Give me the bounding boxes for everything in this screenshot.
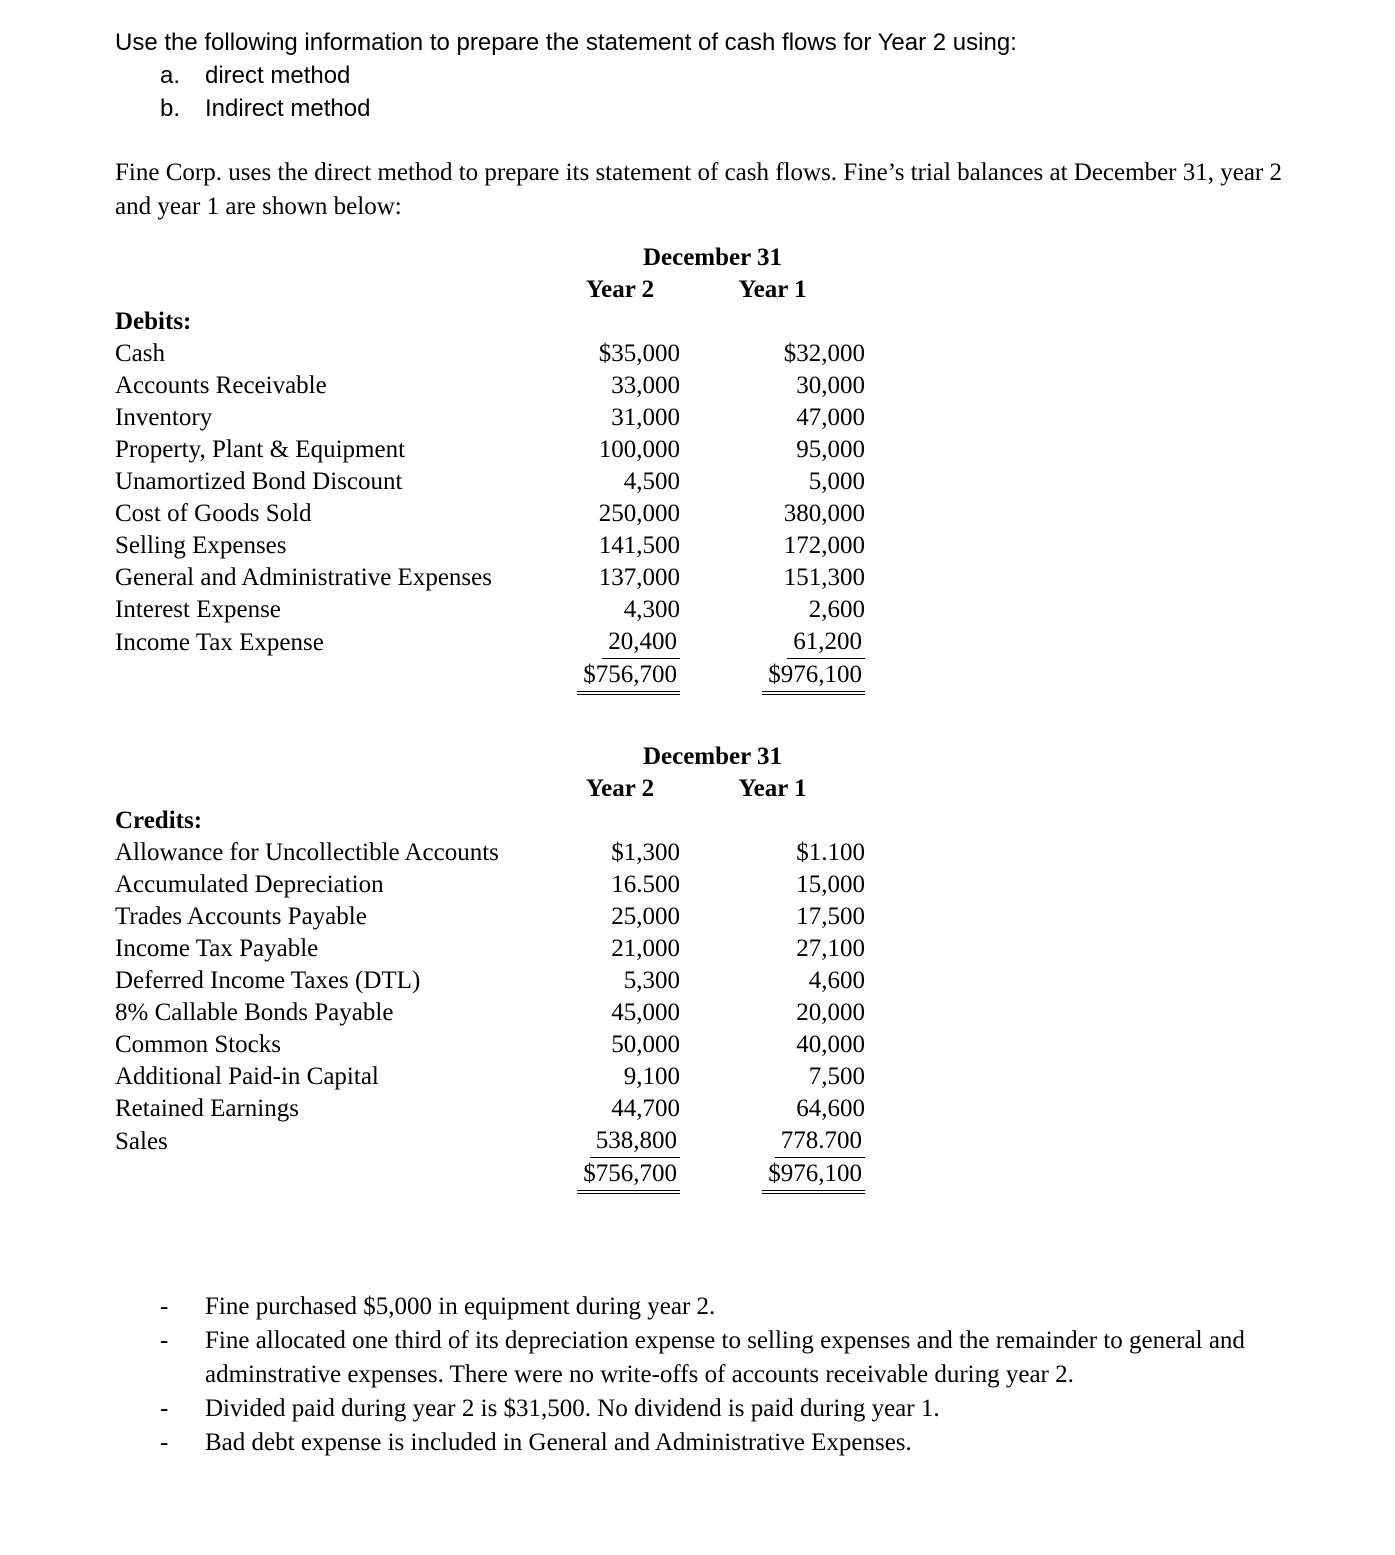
table-row <box>115 1093 865 1125</box>
section-label: Debits: <box>115 308 192 335</box>
year2-header: Year 2 <box>585 276 655 303</box>
row-year1-value: 95,000 <box>796 436 865 463</box>
item-marker: b. <box>160 95 181 122</box>
row-year1-value: 380,000 <box>783 500 865 527</box>
table-row <box>115 997 865 1029</box>
row-label: General and Administrative Expenses <box>115 564 492 591</box>
note-text: Bad debt expense is included in General and Administrative Expenses. <box>205 1429 912 1456</box>
row-year2-value: 45,000 <box>611 999 680 1026</box>
row-year1-value: 15,000 <box>796 871 865 898</box>
row-year1-value: 17,500 <box>796 903 865 930</box>
table-row <box>115 1125 865 1158</box>
date-header: December 31 <box>642 743 783 770</box>
row-year2-value: 44,700 <box>611 1095 680 1122</box>
row-year1-value: 151,300 <box>783 564 865 591</box>
row-year1-value: 30,000 <box>796 372 865 399</box>
row-year1-value: 20,000 <box>796 999 865 1026</box>
list-item-b <box>115 92 1295 125</box>
row-label: Allowance for Uncollectible Accounts <box>115 839 499 866</box>
row-year2-value: 50,000 <box>611 1031 680 1058</box>
row-year1-value: 40,000 <box>796 1031 865 1058</box>
row-year2-value: 4,500 <box>623 468 680 495</box>
dash-marker: - <box>160 1395 169 1422</box>
table-row <box>115 530 865 562</box>
item-text: Indirect method <box>205 95 371 122</box>
section-row <box>115 805 865 837</box>
dash-marker: - <box>160 1429 169 1456</box>
row-label: Unamortized Bond Discount <box>115 468 403 495</box>
table-row <box>115 370 865 402</box>
section-label: Credits: <box>115 807 203 834</box>
total-year2: $756,700 <box>560 1158 680 1194</box>
row-year2-value: 141,500 <box>598 532 680 559</box>
row-label: Accumulated Depreciation <box>115 871 384 898</box>
year1-header: Year 1 <box>738 775 807 802</box>
dash-marker: - <box>160 1327 169 1354</box>
date-header: December 31 <box>642 244 783 271</box>
row-label: Deferred Income Taxes (DTL) <box>115 967 421 994</box>
row-year1-value: 5,000 <box>808 468 865 495</box>
intro-paragraph: Fine Corp. uses the direct method to prepare its statement of cash flows. Fine’s trial balances at December 31, year 2 and year 1 are shown below: <box>115 159 1283 220</box>
total-row <box>115 1158 865 1194</box>
table-row <box>115 626 865 659</box>
row-year2-value: 21,000 <box>611 935 680 962</box>
row-label: Additional Paid-in Capital <box>115 1063 379 1090</box>
row-label: Retained Earnings <box>115 1095 299 1122</box>
trial-balance-table <box>115 242 865 695</box>
table-row <box>115 466 865 498</box>
date-header-row <box>115 242 865 274</box>
row-year2-value: 4,300 <box>623 596 680 623</box>
table-row <box>115 562 865 594</box>
note-item <box>115 1324 1295 1392</box>
table-row <box>115 1029 865 1061</box>
row-year2-value: 137,000 <box>598 564 680 591</box>
row-year2-value: 33,000 <box>611 372 680 399</box>
row-label: Accounts Receivable <box>115 372 327 399</box>
row-label: Common Stocks <box>115 1031 281 1058</box>
row-label: Cost of Goods Sold <box>115 500 312 527</box>
total-year1: $976,100 <box>680 1158 865 1194</box>
row-label: Income Tax Expense <box>115 629 324 656</box>
row-year2-value: $1,300 <box>611 839 680 866</box>
table-row <box>115 434 865 466</box>
table-row <box>115 837 865 869</box>
row-label: Inventory <box>115 404 213 431</box>
trial-balance-tables <box>115 242 1295 1194</box>
row-year2-value: 250,000 <box>598 500 680 527</box>
note-item <box>115 1426 1295 1460</box>
dash-marker: - <box>160 1293 169 1320</box>
row-year2-value: 100,000 <box>598 436 680 463</box>
section-row <box>115 306 865 338</box>
total-year2: $756,700 <box>560 659 680 695</box>
table-row <box>115 498 865 530</box>
row-label: Interest Expense <box>115 596 281 623</box>
row-year1-value: 64,600 <box>796 1095 865 1122</box>
item-text: direct method <box>205 62 351 89</box>
row-year1-value: 61,200 <box>680 626 865 659</box>
instructions-heading: Use the following information to prepare the statement of cash flows for Year 2 using: <box>115 29 1017 56</box>
year1-header: Year 1 <box>738 276 807 303</box>
row-year1-value: $32,000 <box>783 340 865 367</box>
row-label: Sales <box>115 1128 168 1155</box>
notes-list <box>115 1290 1295 1460</box>
row-year1-value: $1.100 <box>796 839 865 866</box>
list-item-a <box>115 59 1295 92</box>
row-label: Selling Expenses <box>115 532 287 559</box>
year-header-row <box>115 274 865 306</box>
row-year1-value: 27,100 <box>796 935 865 962</box>
row-year1-value: 778.700 <box>680 1125 865 1158</box>
table-row <box>115 402 865 434</box>
note-item <box>115 1392 1295 1426</box>
table-row <box>115 933 865 965</box>
table-row <box>115 338 865 370</box>
row-label: Trades Accounts Payable <box>115 903 367 930</box>
row-year2-value: 9,100 <box>623 1063 680 1090</box>
row-year1-value: 2,600 <box>808 596 865 623</box>
row-year2-value: 25,000 <box>611 903 680 930</box>
note-text: Fine allocated one third of its depreciation expense to selling expenses and the remainder to general and adminstrative expenses. There were no write-offs of accounts receivable during year 2. <box>205 1327 1245 1388</box>
note-text: Fine purchased $5,000 in equipment during year 2. <box>205 1293 716 1320</box>
row-year1-value: 47,000 <box>796 404 865 431</box>
row-year1-value: 4,600 <box>808 967 865 994</box>
table-row <box>115 901 865 933</box>
year2-header: Year 2 <box>585 775 655 802</box>
row-label: 8% Callable Bonds Payable <box>115 999 394 1026</box>
table-row <box>115 869 865 901</box>
note-item <box>115 1290 1295 1324</box>
table-row <box>115 1061 865 1093</box>
row-label: Property, Plant & Equipment <box>115 436 406 463</box>
item-marker: a. <box>160 62 181 89</box>
row-year2-value: 538,800 <box>560 1125 680 1158</box>
row-year1-value: 172,000 <box>783 532 865 559</box>
table-row <box>115 594 865 626</box>
date-header-row <box>115 741 865 773</box>
row-label: Income Tax Payable <box>115 935 319 962</box>
total-row <box>115 659 865 695</box>
note-text: Divided paid during year 2 is $31,500. No dividend is paid during year 1. <box>205 1395 940 1422</box>
table-row <box>115 965 865 997</box>
row-year2-value: $35,000 <box>598 340 680 367</box>
row-year2-value: 31,000 <box>611 404 680 431</box>
total-year1: $976,100 <box>680 659 865 695</box>
row-year2-value: 16.500 <box>611 871 680 898</box>
row-label: Cash <box>115 340 165 367</box>
trial-balance-table <box>115 741 865 1194</box>
row-year2-value: 5,300 <box>623 967 680 994</box>
year-header-row <box>115 773 865 805</box>
row-year2-value: 20,400 <box>560 626 680 659</box>
row-year1-value: 7,500 <box>808 1063 865 1090</box>
